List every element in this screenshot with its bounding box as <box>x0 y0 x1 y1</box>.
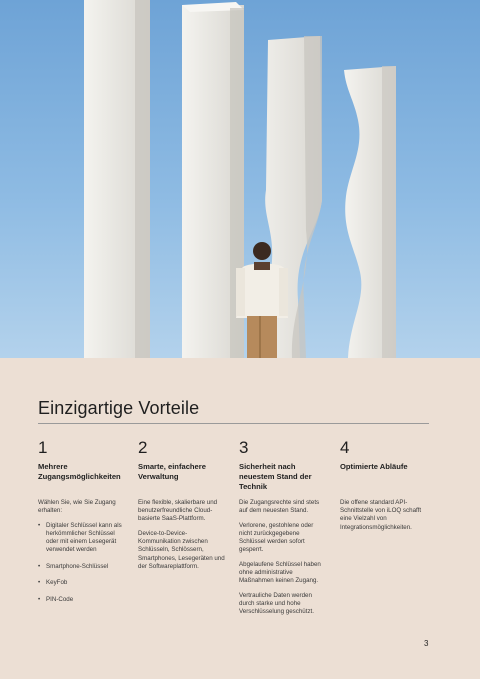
benefit-body <box>340 499 428 538</box>
benefit-number: 1 <box>38 438 48 457</box>
list-item: • KeyFob <box>38 579 126 587</box>
benefit-title: Smarte, einfachere Verwaltung <box>138 462 206 481</box>
benefit-number: 2 <box>138 438 148 457</box>
benefit-number: 3 <box>239 438 249 457</box>
benefit-body <box>239 499 327 623</box>
benefit-title: Optimierte Abläufe <box>340 462 408 471</box>
benefit-title: Sicherheit nach neuestem Stand der Technik <box>239 462 312 491</box>
pillar-1 <box>84 0 150 358</box>
benefit-paragraph: Eine flexible, skalierbare und benutzerfreundliche Cloud-basierte SaaS-Plattform. <box>138 499 218 523</box>
benefit-number: 4 <box>340 438 350 457</box>
benefit-column-2 <box>138 438 226 570</box>
benefit-column-4 <box>340 438 428 531</box>
list-item: • Smartphone-Schlüssel <box>38 563 126 571</box>
benefit-paragraph: Verlorene, gestohlene oder nicht zurückgegebene Schlüssel werden sofort gesperrt. <box>239 521 314 554</box>
list-item: • PIN-Code <box>38 596 126 604</box>
benefit-paragraph: Device-to-Device-Kommunikation zwischen Schlüsseln, Schlössern, Smartphones, Lesegeräten und der Softwareplattform. <box>138 529 225 570</box>
benefits-section <box>0 358 480 679</box>
list-item: • Digitaler Schlüssel kann als herkömmlicher Schlüssel oder mit einem Lesegerät verwendet werden <box>38 522 126 555</box>
benefit-title: Mehrere Zugangsmöglichkeiten <box>38 462 121 481</box>
benefit-paragraph: Wählen Sie, wie Sie Zugang erhalten: <box>38 499 116 515</box>
benefit-paragraph: Die offene standard API-Schnittstelle von iLOQ schafft eine Vielzahl von Integrationsmöglichkeiten. <box>340 499 422 531</box>
access-methods-list <box>38 522 126 604</box>
heading-divider <box>38 423 429 424</box>
section-heading: Einzigartige Vorteile <box>38 398 200 418</box>
benefit-paragraph: Vertrauliche Daten werden durch starke und hohe Verschlüsselung geschützt. <box>239 591 314 616</box>
benefit-paragraph: Die Zugangsrechte sind stets auf dem neuesten Stand. <box>239 499 320 515</box>
benefit-paragraph: Abgelaufene Schlüssel haben ohne administrative Maßnahmen keinen Zugang. <box>239 560 321 585</box>
benefit-column-1 <box>38 438 126 603</box>
page-number: 3 <box>424 639 429 648</box>
pillar-2 <box>182 2 244 358</box>
benefit-body <box>38 499 126 612</box>
benefit-column-3 <box>239 438 327 616</box>
benefit-body <box>138 499 226 577</box>
